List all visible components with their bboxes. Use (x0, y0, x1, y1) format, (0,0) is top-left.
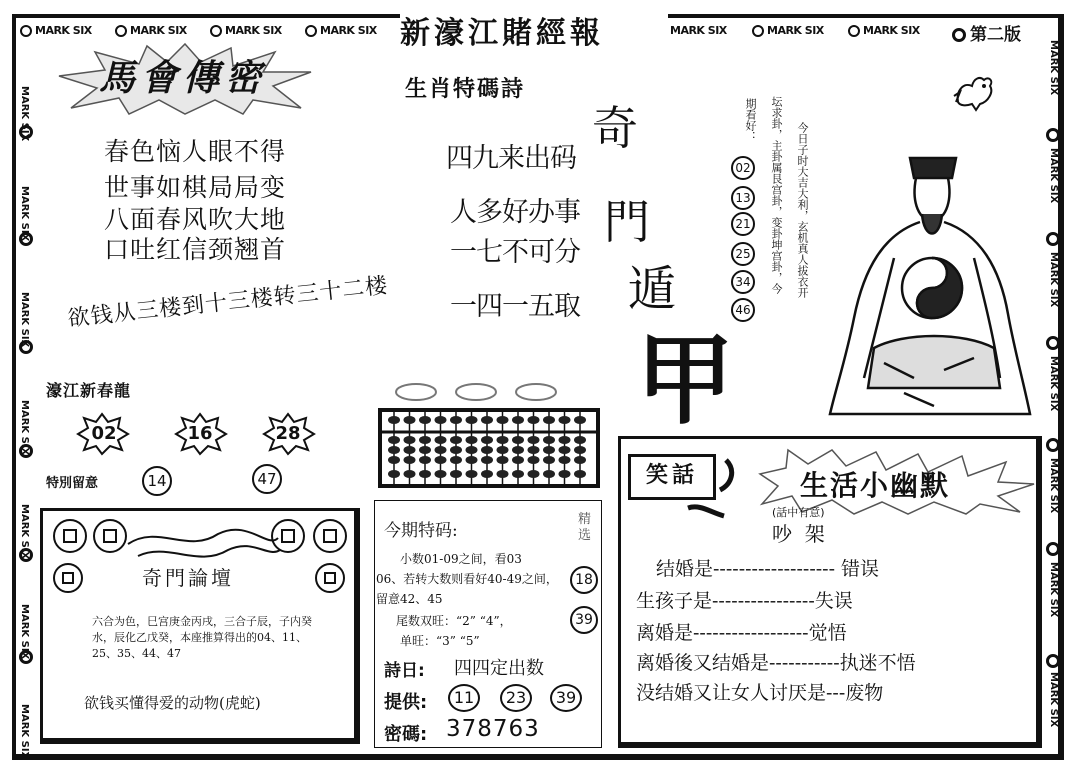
abacus-bead (388, 436, 400, 444)
abacus-bead (574, 436, 586, 444)
abacus-bead (481, 456, 493, 464)
code-label: 密碼: (384, 724, 428, 745)
qimen-char: 奇 (592, 101, 638, 155)
period-line: 留意42、45 (376, 592, 443, 606)
abacus-bead (497, 416, 509, 424)
mark-six-vertical: MARK SIX (19, 292, 30, 348)
mark-six-vertical: MARK SIX (19, 504, 30, 560)
mark-six-vertical: MARK SIX (19, 604, 30, 660)
abacus-bead (450, 436, 462, 444)
qimen-char: 甲 (636, 323, 735, 438)
edition-label: 第二版 (952, 20, 1021, 45)
abacus-bead (574, 456, 586, 464)
abacus-bead (404, 446, 416, 454)
abacus-bead (435, 416, 447, 424)
abacus-bead (497, 446, 509, 454)
abacus-bead (450, 446, 462, 454)
joke-swoosh-icon (680, 454, 750, 524)
humor-subtitle: (話中有意) (772, 506, 825, 519)
flower-icon (19, 548, 33, 562)
flower-icon (19, 125, 33, 139)
abacus-bead (497, 436, 509, 444)
abacus-bead (528, 436, 540, 444)
mark-six-vertical: MARK SIX (1048, 562, 1059, 618)
forum-body: 六合为色，巳宫庚金丙戌，三合子辰，子内癸水，辰化乙戊癸，本座推算得出的04、11、25、35、44、47 (92, 615, 312, 660)
flower-icon (19, 232, 33, 246)
zodiac-poem-line: 一七不可分 (450, 237, 580, 268)
abacus-bead (559, 416, 571, 424)
flower-icon (1046, 542, 1060, 556)
fortune-number: 02 (731, 156, 755, 180)
provide-number: 11 (448, 684, 480, 712)
period-line: 单旺：“3” “5” (400, 634, 480, 648)
abacus-bead (466, 436, 478, 444)
flower-icon (1046, 336, 1060, 350)
special-number: 14 (142, 466, 172, 496)
sage-illustration (824, 148, 1036, 418)
zodiac-title: 生肖特碼詩 (405, 77, 526, 102)
zodiac-poem-line: 一四一五取 (450, 291, 580, 322)
abacus-bead (481, 470, 493, 478)
abacus-bead (528, 470, 540, 478)
joke-line: 离婚後又结婚是-----------执迷不悟 (636, 652, 916, 674)
joke-line: 离婚是------------------觉悟 (636, 622, 847, 644)
mark-six-logo: MARK SIX (848, 24, 920, 37)
abacus-bead (388, 416, 400, 424)
abacus-bead (543, 470, 555, 478)
abacus-bead (543, 416, 555, 424)
flower-icon (1046, 232, 1060, 246)
mark-six-vertical: MARK SIX (1048, 672, 1059, 728)
abacus-bead (574, 446, 586, 454)
abacus-bead (435, 436, 447, 444)
abacus-bead (435, 446, 447, 454)
abacus-bead (388, 470, 400, 478)
mark-six-logo: MARK SIX (20, 24, 92, 37)
mark-six-logo: MARK SIX (305, 24, 377, 37)
period-line: 小数01-09之间，看03 (400, 552, 522, 566)
poem-line: 春色恼人眼不得 (104, 137, 287, 166)
forum-footer: 欲钱买懂得爱的动物(虎蛇) (84, 694, 261, 712)
spring-number: 28 (275, 423, 301, 444)
rooster-icon (950, 72, 996, 112)
abacus-bead (543, 456, 555, 464)
abacus-illustration (376, 374, 602, 492)
side-number: 18 (570, 566, 598, 594)
joke-tag: 笑話 (628, 454, 716, 500)
hint-text: 欲钱从三楼到十三楼转三十二楼 (66, 273, 390, 332)
mark-six-vertical: MARK SIX (1048, 148, 1059, 204)
fortune-text-col: 今日子时大吉大利，玄机真人拔衣开 (796, 122, 809, 298)
abacus-bead (559, 436, 571, 444)
mark-six-vertical: MARK SIX (1048, 458, 1059, 514)
flower-icon (19, 340, 33, 354)
fortune-text-col: 坛求卦，主卦属艮宫卦，变卦坤宫卦，今 (770, 96, 783, 294)
poem-day-value: 四四定出数 (454, 658, 544, 679)
poem-day-label: 詩日: (384, 661, 425, 681)
fortune-number: 13 (731, 186, 755, 210)
masthead-title: 新濠江賭經報 (400, 8, 668, 44)
joke-line: 结婚是------------------- 错误 (656, 558, 880, 580)
abacus-bead (559, 446, 571, 454)
abacus-bead (404, 436, 416, 444)
fortune-number: 25 (731, 242, 755, 266)
abacus-bead (543, 436, 555, 444)
mark-six-vertical: MARK SIX (19, 400, 30, 456)
zodiac-poem-line: 人多好办事 (450, 197, 580, 228)
forum-title: 奇門論壇 (142, 566, 234, 590)
abacus-bead (559, 470, 571, 478)
poem-line: 世事如棋局局变 (104, 173, 287, 202)
spring-title: 濠江新春龍 (46, 381, 132, 400)
abacus-bead (450, 416, 462, 424)
abacus-bead (388, 456, 400, 464)
special-label: 特別留意 (46, 476, 99, 491)
abacus-bead (497, 470, 509, 478)
qimen-char: 門 (604, 195, 650, 249)
abacus-bead (512, 456, 524, 464)
abacus-bead (419, 456, 431, 464)
abacus-bead (419, 446, 431, 454)
mark-six-logo: MARK SIX (115, 24, 187, 37)
qimen-char: 遁 (628, 261, 677, 317)
abacus-bead (574, 470, 586, 478)
abacus-bead (388, 446, 400, 454)
abacus-bead (512, 446, 524, 454)
abacus-bead (450, 470, 462, 478)
mark-six-vertical: MARK SIX (19, 86, 30, 142)
side-number: 39 (570, 606, 598, 634)
mark-six-vertical: MARK SIX (1048, 40, 1059, 96)
abacus-bead (419, 416, 431, 424)
abacus-bead (481, 446, 493, 454)
provide-label: 提供: (384, 692, 428, 713)
period-line: 06、若转大数则看好40-49之间， (376, 572, 558, 586)
period-title: 今期特码: (384, 521, 458, 541)
special-number: 47 (252, 464, 282, 494)
joke-line: 生孩子是----------------失误 (636, 590, 853, 612)
joke-line: 没结婚又让女人讨厌是---废物 (636, 682, 884, 704)
ma-hui-title: 馬會傳密 (98, 58, 267, 99)
abacus-bead (512, 436, 524, 444)
abacus-bead (497, 456, 509, 464)
humor-title: 生活小幽默 (800, 469, 951, 502)
fortune-text-col: 期看好： (744, 98, 757, 142)
abacus-bead (435, 470, 447, 478)
abacus-bead (512, 416, 524, 424)
hint-block (66, 273, 390, 362)
spring-number: 16 (187, 423, 213, 444)
abacus-bead (528, 446, 540, 454)
mark-six-vertical: MARK SIX (19, 704, 30, 760)
abacus-bead (404, 416, 416, 424)
abacus-bead (419, 470, 431, 478)
abacus-bead (528, 416, 540, 424)
abacus-bead (466, 416, 478, 424)
code-value: 378763 (446, 716, 540, 742)
abacus-bead (481, 416, 493, 424)
fortune-number: 34 (731, 270, 755, 294)
abacus-bead (543, 446, 555, 454)
abacus-bead (404, 470, 416, 478)
side-note: 精选 (578, 512, 592, 543)
poem-line: 口吐红信颈翘首 (104, 235, 287, 264)
abacus-bead (466, 456, 478, 464)
abacus-bead (466, 446, 478, 454)
mark-six-vertical: MARK SIX (1048, 252, 1059, 308)
flower-icon (1046, 438, 1060, 452)
abacus-bead (559, 456, 571, 464)
abacus-bead (419, 436, 431, 444)
flower-icon (952, 28, 966, 42)
abacus-bead (574, 416, 586, 424)
mark-six-logo: MARK SIX (210, 24, 282, 37)
abacus-bead (481, 436, 493, 444)
provide-number: 23 (500, 684, 532, 712)
mark-six-vertical: MARK SIX (1048, 356, 1059, 412)
zodiac-poem-line: 四九来出码 (446, 143, 576, 174)
humor-headline: 吵 架 (772, 522, 825, 546)
abacus-bead (450, 456, 462, 464)
mark-six-logo: MARK SIX (752, 24, 824, 37)
flower-icon (1046, 654, 1060, 668)
spring-number: 02 (91, 423, 117, 444)
flower-icon (19, 650, 33, 664)
fortune-number: 46 (731, 298, 755, 322)
mark-six-vertical: MARK SIX (19, 186, 30, 242)
abacus-bead (404, 456, 416, 464)
abacus-bead (435, 456, 447, 464)
mark-six-logo: MARK SIX (670, 24, 727, 37)
flower-icon (1046, 128, 1060, 142)
abacus-bead (466, 470, 478, 478)
flower-icon (19, 444, 33, 458)
poem-line: 八面春风吹大地 (104, 205, 287, 234)
period-line: 尾数双旺：“2” “4”， (396, 614, 512, 628)
abacus-bead (512, 470, 524, 478)
abacus-bead (528, 456, 540, 464)
fortune-number: 21 (731, 212, 755, 236)
provide-number: 39 (550, 684, 582, 712)
